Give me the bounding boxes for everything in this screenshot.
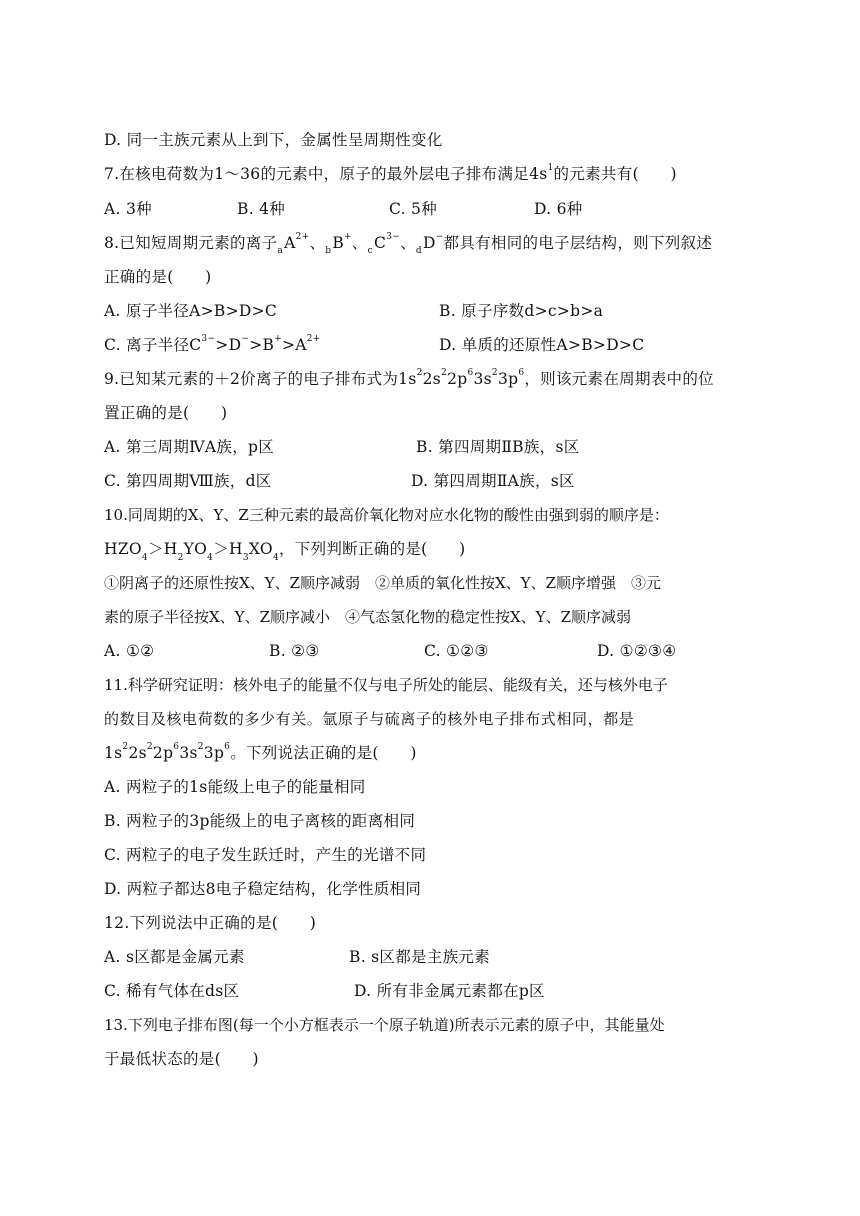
sup: 2 <box>122 741 129 752</box>
q8-stem-line2: 正确的是( ) <box>104 268 212 286</box>
sub: 2 <box>177 553 184 564</box>
q7-superscript: 1 <box>547 162 554 173</box>
q8-option-d: D. 单质的还原性A>B>D>C <box>439 336 645 354</box>
q10-stem-line1: 10.同周期的X、Y、Z三种元素的最高价氧化物对应水化物的酸性由强到弱的顺序是： <box>104 506 669 524</box>
q8-option-a: A. 原子半径A>B>D>C <box>104 302 278 320</box>
a-charge: 2+ <box>306 333 321 344</box>
orbital: 3s <box>179 744 198 762</box>
q10-stem-tail: ，下列判断正确的是( ) <box>278 540 466 558</box>
q12-option-c: C. 稀有气体在ds区 <box>104 982 240 1000</box>
q12-option-b: B. s区都是主族元素 <box>349 948 490 966</box>
q10-stem-line2 <box>104 537 764 564</box>
sup: 6 <box>224 741 231 752</box>
q12-option-a: A. s区都是金属元素 <box>104 948 245 966</box>
h: H <box>229 540 243 558</box>
q8-stem-text: 8.已知短周期元素的离子 <box>104 234 278 252</box>
yo: YO <box>183 540 208 558</box>
sup: 6 <box>173 741 180 752</box>
orbital: 1s <box>104 744 123 762</box>
sep: 、 <box>400 234 416 252</box>
ion-c: C <box>374 234 387 252</box>
ion-b-prefix: b <box>325 246 332 256</box>
sep: 、 <box>351 234 368 252</box>
ion-a-charge: 2+ <box>295 231 310 242</box>
q7-option-a: A. 3种 <box>104 200 152 218</box>
q11-stem-line3 <box>104 741 764 765</box>
orbital: 3p <box>497 370 519 388</box>
q10-option-c: C. ①②③ <box>424 642 489 660</box>
q7-stem <box>104 162 764 186</box>
sup: 6 <box>518 367 525 378</box>
q9-stem-line1 <box>104 367 764 391</box>
q11-option-b: B. 两粒子的3p能级上的电子离核的距离相同 <box>104 812 416 830</box>
q10-option-a: A. ①② <box>104 642 155 660</box>
q10-options <box>104 639 764 663</box>
q12-option-d: D. 所有非金属元素都在p区 <box>354 982 545 1000</box>
q10-statements-1: ①阴离子的还原性按X、Y、Z顺序减弱 ②单质的氧化性按X、Y、Z顺序增强 ③元 <box>104 574 662 592</box>
q7-option-b: B. 4种 <box>237 200 286 218</box>
q8-options-cd <box>104 333 764 357</box>
q6-option-d: D. 同一主族元素从上到下，金属性呈周期性变化 <box>104 131 443 149</box>
ion-d: D <box>422 234 436 252</box>
q8-option-c-text: C. 离子半径C <box>104 336 202 354</box>
q10-option-d: D. ①②③④ <box>597 642 677 660</box>
sup: 2 <box>416 367 423 378</box>
q9-stem-tail: ，则该元素在周期表中的位 <box>524 370 714 388</box>
q9-stem-line2: 置正确的是( ) <box>104 404 228 422</box>
ion-d-prefix: d <box>415 246 422 256</box>
hzo: HZO <box>104 540 142 558</box>
q9-option-b: B. 第四周期ⅡB族，s区 <box>416 438 580 456</box>
d-charge: − <box>241 333 250 344</box>
q12-stem: 12.下列说法中正确的是( ) <box>104 914 317 932</box>
gt: ＞ <box>147 540 164 558</box>
orbital: 2s <box>422 370 442 388</box>
q11-stem-line1: 11.科学研究证明：核外电子的能量不仅与电子所处的能层、能级有关，还与核外电子 <box>104 676 668 694</box>
sub: 4 <box>207 553 214 564</box>
gt: ＞ <box>213 540 229 558</box>
orbital: 2p <box>447 370 468 388</box>
sup: 2 <box>491 367 498 378</box>
q8-stem-line1 <box>104 231 764 255</box>
orbital: 2s <box>128 744 147 762</box>
ion-b: B <box>332 234 345 252</box>
q8-options-ab <box>104 299 764 323</box>
q13-stem-line2: 于最低状态的是( ) <box>104 1050 259 1068</box>
q12-options-cd <box>104 979 764 1003</box>
ion-d-charge: − <box>435 231 444 242</box>
ion-b-charge: + <box>344 231 352 242</box>
q8-stem-tail: 都具有相同的电子层结构，则下列叙述 <box>443 234 713 252</box>
sub: 4 <box>141 553 148 564</box>
sub: 4 <box>272 553 279 564</box>
gt-a: >A <box>281 336 307 354</box>
q7-option-c: C. 5种 <box>389 200 438 218</box>
q9-option-d: D. 第四周期ⅡA族，s区 <box>411 472 575 490</box>
q7-option-d: D. 6种 <box>534 200 583 218</box>
q9-option-a: A. 第三周期ⅣA族，p区 <box>104 438 275 456</box>
b-charge: + <box>274 333 282 344</box>
q13-stem-line1: 13.下列电子排布图(每一个小方框表示一个原子轨道)所表示元素的原子中，其能量处 <box>104 1016 665 1034</box>
q8-option-b: B. 原子序数d>c>b>a <box>439 302 604 320</box>
ion-c-prefix: c <box>367 246 374 256</box>
q9-options-ab <box>104 435 764 459</box>
q11-option-a: A. 两粒子的1s能级上电子的能量相同 <box>104 778 366 796</box>
q10-statements-2: 素的原子半径按X、Y、Z顺序减小 ④气态氢化物的稳定性按X、Y、Z顺序减弱 <box>104 608 632 626</box>
q7-stem-text: 7.在核电荷数为1～36的元素中，原子的最外层电子排布满足4s <box>104 165 548 183</box>
q7-stem-tail: 的元素共有( ) <box>553 165 677 183</box>
sup: 6 <box>467 367 474 378</box>
orbital: 3s <box>473 370 492 388</box>
q10-option-b: B. ②③ <box>269 642 320 660</box>
gt-d: >D <box>215 336 242 354</box>
gt-b: >B <box>249 336 275 354</box>
sub: 3 <box>242 553 249 564</box>
q12-options-ab <box>104 945 764 969</box>
sup: 2 <box>441 367 448 378</box>
ion-a-prefix: a <box>277 246 284 256</box>
q11-option-d: D. 两粒子都达8电子稳定结构，化学性质相同 <box>104 880 422 898</box>
sup: 2 <box>146 741 153 752</box>
sep: 、 <box>309 234 326 252</box>
orbital: 2p <box>152 744 174 762</box>
c-charge: 3− <box>201 333 216 344</box>
ion-a: A <box>284 234 296 252</box>
q9-option-c: C. 第四周期Ⅷ族，d区 <box>104 472 272 490</box>
orbital: 3p <box>203 744 225 762</box>
sup: 2 <box>197 741 204 752</box>
q8-option-c <box>104 333 321 357</box>
q11-stem-tail: 。下列说法正确的是( ) <box>230 744 417 762</box>
q9-options-cd <box>104 469 764 493</box>
xo: XO <box>248 540 273 558</box>
q9-stem-text: 9.已知某元素的＋2价离子的电子排布式为1s <box>104 370 417 388</box>
q11-option-c: C. 两粒子的电子发生跃迁时，产生的光谱不同 <box>104 846 427 864</box>
h: H <box>163 540 178 558</box>
ion-c-charge: 3− <box>386 231 401 242</box>
q11-stem-line2: 的数目及核电荷数的多少有关。氩原子与硫离子的核外电子排布式相同，都是 <box>104 710 635 728</box>
q7-options <box>104 197 764 221</box>
